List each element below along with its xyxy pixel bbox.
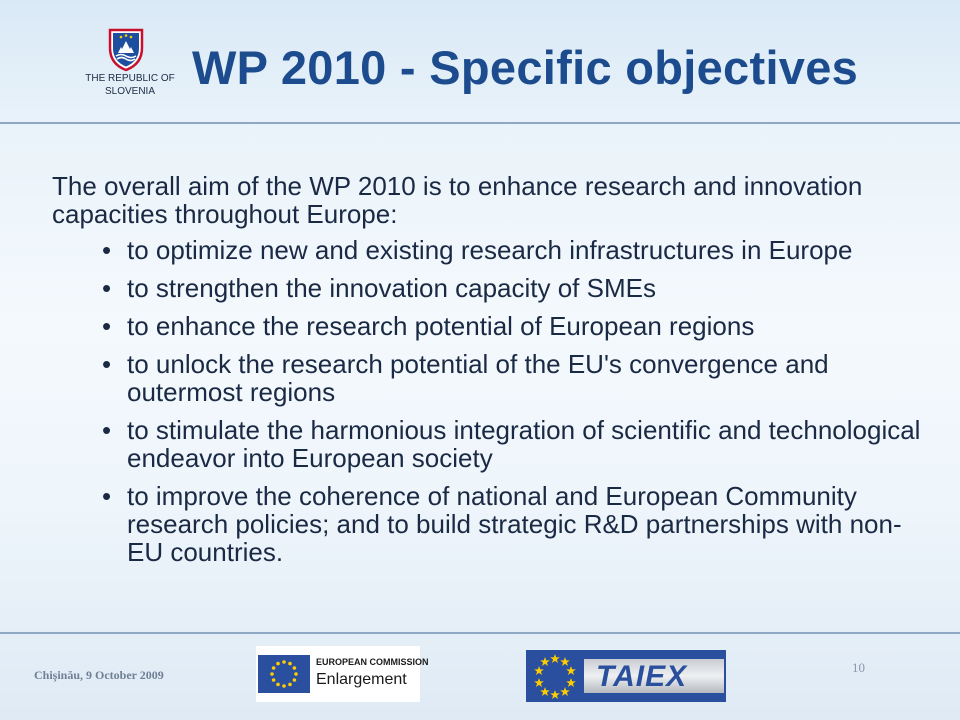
footer-date: Chişinău, 9 October 2009 — [34, 668, 164, 682]
bullet-icon: • — [102, 415, 112, 445]
header-divider — [0, 122, 960, 124]
eu-flag-icon — [258, 655, 310, 693]
bullet-icon: • — [102, 349, 112, 379]
slide-header — [0, 0, 960, 122]
ec-logo-line1: EUROPEAN COMMISSION — [316, 657, 429, 667]
list-item — [102, 311, 922, 341]
slovenia-coat-of-arms-icon — [108, 28, 144, 72]
crest-label — [60, 72, 200, 98]
list-item — [102, 481, 922, 567]
bullet-icon: • — [102, 311, 112, 341]
footer-divider — [0, 632, 960, 634]
bullet-icon: • — [102, 273, 112, 303]
slide-title: WP 2010 - Specific objectives — [192, 41, 859, 94]
intro-paragraph: The overall aim of the WP 2010 is to enhance research and innovation capacities throughout Europe: — [52, 171, 863, 229]
bullet-icon: • — [102, 481, 112, 511]
taiex-wordmark: TAIEX — [596, 660, 688, 693]
list-item — [102, 349, 922, 407]
list-item-text: to unlock the research potential of the EU's convergence and outermost regions — [127, 349, 829, 407]
list-item — [102, 273, 922, 303]
crest-label-line1: THE REPUBLIC OF — [85, 73, 175, 84]
ec-logo-line2: Enlargement — [316, 671, 407, 688]
objectives-list — [52, 236, 922, 566]
taiex-logo — [526, 650, 726, 702]
list-item — [102, 415, 922, 473]
list-item-text: to stimulate the harmonious integration of scientific and technological endeavor into European society — [127, 415, 921, 473]
list-item-text: to enhance the research potential of European regions — [127, 311, 755, 341]
eu-stars-icon — [530, 650, 580, 702]
page-number: 10 — [852, 660, 865, 675]
crest-label-line2: SLOVENIA — [104, 86, 156, 97]
slide-body — [52, 172, 922, 576]
list-item-text: to strengthen the innovation capacity of SMEs — [127, 273, 656, 303]
list-item-text: to optimize new and existing research infrastructures in Europe — [127, 235, 853, 265]
list-item-text: to improve the coherence of national and European Community research policies; and to build strategic R&D partnerships with non-EU countries. — [127, 481, 902, 567]
european-commission-enlargement-logo — [256, 646, 429, 702]
list-item — [102, 235, 922, 265]
bullet-icon: • — [102, 235, 112, 265]
